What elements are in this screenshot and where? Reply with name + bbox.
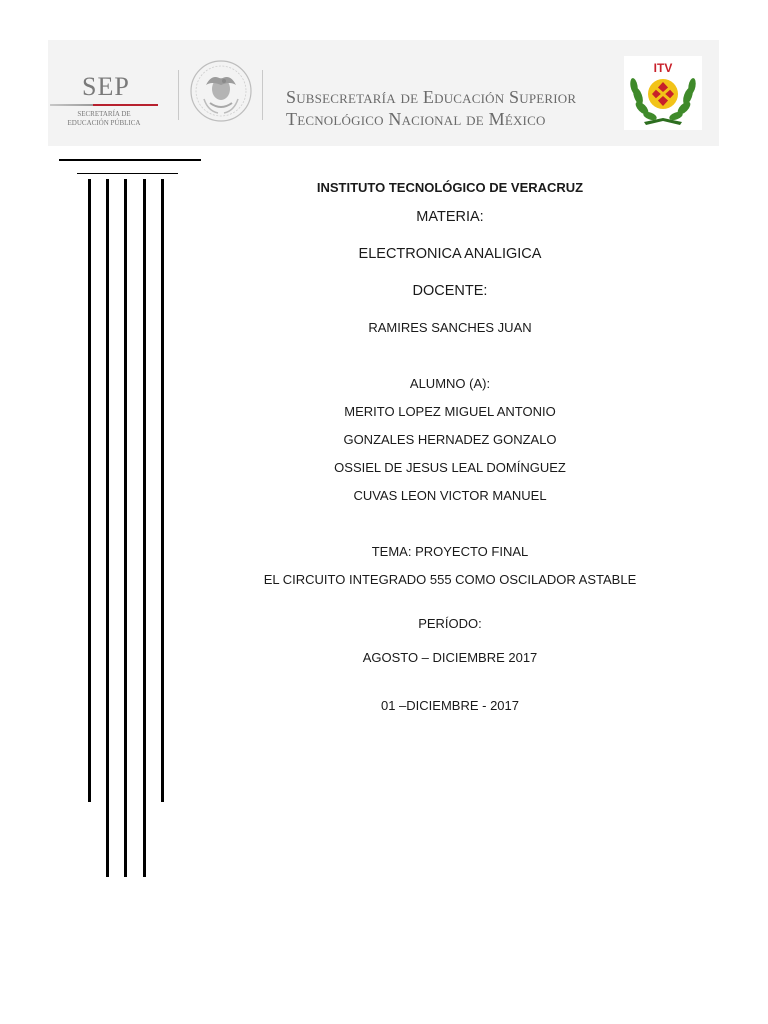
periodo-label: PERÍODO: bbox=[418, 616, 482, 631]
decorative-vertical-line-4 bbox=[143, 179, 146, 877]
decorative-vertical-line-5 bbox=[161, 179, 164, 802]
institution-title: INSTITUTO TECNOLÓGICO DE VERACRUZ bbox=[316, 180, 584, 195]
tema-title: EL CIRCUITO INTEGRADO 555 COMO OSCILADOR ASTABLE bbox=[263, 572, 637, 587]
header-divider-left bbox=[178, 70, 179, 120]
alumno-name: CUVAS LEON VICTOR MANUEL bbox=[353, 488, 547, 503]
alumno-name: GONZALES HERNADEZ GONZALO bbox=[343, 432, 557, 447]
alumnos-label: ALUMNO (A): bbox=[409, 376, 491, 391]
alumno-name: MERITO LOPEZ MIGUEL ANTONIO bbox=[344, 404, 556, 419]
decorative-vertical-line-3 bbox=[124, 179, 127, 877]
sep-subtitle-line2: EDUCACIÓN PÚBLICA bbox=[67, 119, 141, 127]
sep-logo-word: SEP bbox=[82, 72, 130, 101]
subsecretaria-text bbox=[286, 86, 576, 130]
header-divider-right bbox=[262, 70, 263, 120]
sep-logo-subtitle bbox=[50, 110, 158, 128]
tema-label: TEMA: PROYECTO FINAL bbox=[371, 544, 529, 559]
decorative-second-rule bbox=[77, 173, 178, 174]
itv-logo-letters: ITV bbox=[653, 61, 673, 75]
materia-value: ELECTRONICA ANALIGICA bbox=[358, 246, 542, 262]
sep-subtitle-line1: SECRETARÍA DE bbox=[77, 110, 131, 118]
docente-value: RAMIRES SANCHES JUAN bbox=[368, 320, 532, 335]
delivery-date: 01 –DICIEMBRE - 2017 bbox=[380, 698, 519, 713]
alumno-name: OSSIEL DE JESUS LEAL DOMÍNGUEZ bbox=[334, 460, 566, 475]
subsecretaria-line1: Subsecretaría de Educación Superior bbox=[286, 87, 577, 107]
sep-logo-rule bbox=[50, 104, 158, 106]
decorative-vertical-line-1 bbox=[88, 179, 91, 802]
mexican-coat-of-arms-icon bbox=[188, 55, 254, 129]
docente-label: DOCENTE: bbox=[412, 283, 488, 299]
subsecretaria-line2: Tecnológico Nacional de México bbox=[286, 109, 546, 129]
decorative-top-rule bbox=[59, 159, 201, 161]
sep-logo bbox=[50, 68, 160, 130]
periodo-value: AGOSTO – DICIEMBRE 2017 bbox=[362, 650, 538, 665]
materia-label: MATERIA: bbox=[416, 209, 484, 225]
itv-laurel-logo-icon bbox=[624, 56, 702, 130]
decorative-vertical-line-2 bbox=[106, 179, 109, 877]
